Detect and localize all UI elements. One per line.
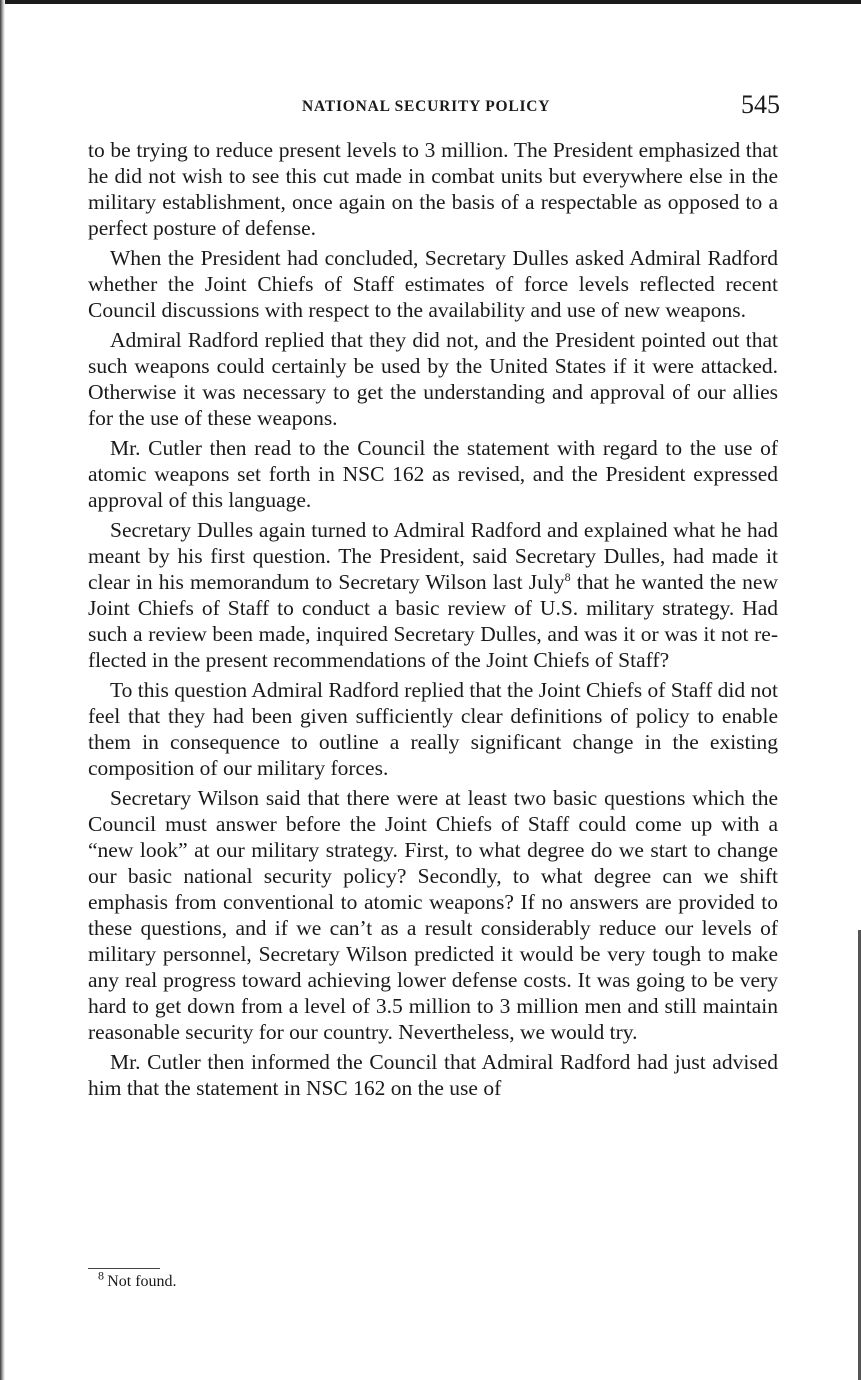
paragraph-text: that he wanted the new Joint Chiefs of Staff to conduct a basic review of U.S. military strategy. Had such a review been made, inquired Secretary Dulles, and was it or was it not reflected in the present recommendations of the Joint Chiefs of Staff? [88,570,778,672]
paragraph: to be trying to reduce present levels to 3 million. The President emphasized that he did not wish to see this cut made in combat units but everywhere else in the military establishment, once again on the basis of a respectable as opposed to a perfect posture of defense. [88,138,778,240]
paragraph [88,517,778,673]
footnote-marker: 8 [98,1268,104,1283]
page-number: 545 [741,90,780,119]
footnote [98,1268,177,1291]
paragraph: Mr. Cutler then read to the Council the statement with regard to the use of atomic weapons set forth in NSC 162 as revised, and the President expressed approval of this language. [88,436,778,512]
paragraph: Secretary Wilson said that there were at least two basic questions which the Council must answer before the Joint Chiefs of Staff could come up with a “new look” at our military strategy. First, to what degree do we start to change our basic national security policy? Secondly, to what degree can we shift emphasis from conventional to atomic weapons? If no answers are provided to these questions, and if we can’t as a result considerably reduce our levels of military personnel, Secretary Wilson predicted it would be very tough to make any real progress toward achieving lower defense costs. It was going to be very hard to get down from a level of 3.5 million to 3 million men and still maintain reasonable security for our country. Nevertheless, we would try. [88,786,778,1044]
running-head [90,88,780,124]
footnote-reference[interactable]: 8 [564,569,571,584]
paragraph: Mr. Cutler then informed the Council that Admiral Radford had just advised him that the statement in NSC 162 on the use of [88,1050,778,1100]
page-top-border [0,0,861,4]
paragraph: When the President had concluded, Secretary Dulles asked Admiral Radford whether the Joint Chiefs of Staff estimates of force levels reflected recent Council discussions with respect to the availability and use of new weapons. [88,246,778,322]
footnote-text: Not found. [107,1273,177,1290]
running-title: NATIONAL SECURITY POLICY [302,98,551,115]
body-text [88,137,778,1105]
paragraph-text: Secretary Dulles again turned to Admiral Radford and explained what he had meant by his first question. The President, said Secretary Dulles, had made it clear in his memorandum to Secretary Wilson last July [88,518,778,594]
paragraph: Admiral Radford replied that they did not, and the President pointed out that such weapons could certainly be used by the United States if it were attacked. Otherwise it was necessary to get the understanding and approval of our allies for the use of these weapons. [88,328,778,430]
paragraph: To this question Admiral Radford replied that the Joint Chiefs of Staff did not feel that they had been given sufficiently clear definitions of policy to enable them in consequence to outline a really significant change in the existing composition of our military forces. [88,678,778,780]
scan-left-edge [0,0,5,1380]
